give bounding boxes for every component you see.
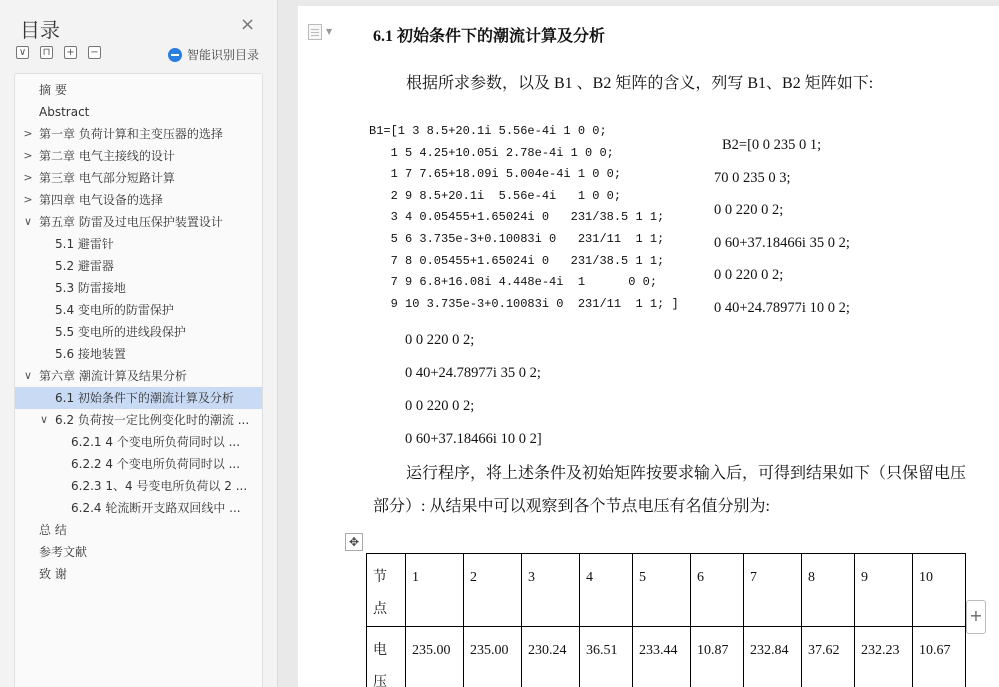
voltage-value-cell: 36.51 [580,627,633,687]
b2-line: B2=[0 0 235 0 1; [722,137,822,153]
voltage-row [367,627,966,687]
toc-item-label: 第五章 防雷及过电压保护装置设计 [39,215,223,229]
expand-button[interactable]: + [64,46,77,59]
smart-recognize-icon [168,48,182,62]
toc-item[interactable] [15,387,262,409]
toc-item[interactable] [15,453,262,475]
b2-cont-line: 0 0 220 0 2; [405,398,475,414]
chevron-down-icon[interactable]: ∨ [23,369,33,382]
toc-item-label: 6.2.1 4 个变电所负荷同时以 ... [71,435,241,449]
toc-item[interactable] [15,475,262,497]
document-area[interactable] [278,0,999,687]
toc-item[interactable] [15,123,262,145]
node-number-cell: 4 [580,554,633,627]
toc-item[interactable] [15,431,262,453]
add-column-button[interactable]: + [966,600,986,634]
b1-line: 9 10 3.735e-3+0.10083i 0 231/11 1 1; ] [369,296,679,311]
voltage-value-cell: 233.44 [633,627,691,687]
node-header-char1: 节 [373,570,387,585]
b2-line: 0 0 220 0 2; [714,202,784,219]
toc-item-label: 5.4 变电所的防雷保护 [55,303,174,317]
node-number-cell: 5 [633,554,691,627]
node-voltage-table [366,553,966,687]
toc-item-label: 6.2 负荷按一定比例变化时的潮流 ... [55,413,250,427]
node-number-cell: 9 [855,554,913,627]
toc-item-label: 总 结 [39,523,67,537]
b2-line: 70 0 235 0 3; [714,169,791,186]
smart-recognize-label: 智能识别目录 [187,48,260,62]
node-number-cell: 6 [691,554,744,627]
b2-line: 0 60+37.18466i 35 0 2; [714,234,850,251]
voltage-value-cell: 232.23 [855,627,913,687]
toc-list [14,73,263,687]
chevron-right-icon[interactable]: > [23,127,33,140]
toc-panel [0,0,278,687]
result-paragraph-line2: 部分）: 从结果中可以观察到各个节点电压有名值分别为: [373,498,770,515]
b1-line: 1 7 7.65+18.09i 5.004e-4i 1 0 0; [369,167,622,182]
toc-item-label: 第三章 电气部分短路计算 [39,171,175,185]
node-number-cell: 2 [464,554,522,627]
voltage-value-cell: 10.67 [913,627,966,687]
chevron-down-icon[interactable]: ∨ [23,215,33,228]
toc-item[interactable] [15,189,262,211]
toc-item[interactable] [15,497,262,519]
b1-line: 7 9 6.8+16.08i 4.448e-4i 1 0 0; [369,275,658,290]
voltage-header-char1: 电 [373,643,387,658]
toc-item[interactable] [15,79,262,101]
toc-title: 目录 [20,18,60,42]
toc-item-label: Abstract [39,105,90,119]
voltage-value-cell: 10.87 [691,627,744,687]
smart-recognize-toc-button[interactable] [168,46,259,63]
toc-item-label: 第二章 电气主接线的设计 [39,149,175,163]
node-number-cell: 3 [522,554,580,627]
chevron-down-icon[interactable]: ▼ [326,27,333,36]
document-icon[interactable] [308,24,322,40]
node-number-cell: 10 [913,554,966,627]
toc-item-label: 参考文献 [39,545,88,559]
toc-item-label: 摘 要 [39,83,67,97]
b2-line: 0 40+24.78977i 10 0 2; [714,300,850,316]
node-header-cell [367,554,406,627]
voltage-value-cell: 235.00 [406,627,464,687]
toc-item[interactable] [15,321,262,343]
b1-line: 3 4 0.05455+1.65024i 0 231/38.5 1 1; [369,210,665,225]
collapse-all-button[interactable]: ∨ [16,46,29,59]
toc-item[interactable] [15,167,262,189]
chevron-right-icon[interactable]: > [23,171,33,184]
toc-item[interactable] [15,299,262,321]
b1-line: B1=[1 3 8.5+20.1i 5.56e-4i 1 0 0; [369,124,607,138]
voltage-value-cell: 37.62 [802,627,855,687]
b1-line: 5 6 3.735e-3+0.10083i 0 231/11 1 1; [369,232,665,246]
toc-item[interactable] [15,563,262,585]
b2-line: 0 0 220 0 2; [714,267,784,284]
toc-item[interactable] [15,365,262,387]
toc-item-label: 5.3 防雷接地 [55,281,126,295]
toc-item[interactable] [15,211,262,233]
chevron-right-icon[interactable]: > [23,193,33,206]
chevron-down-icon[interactable]: ∨ [39,413,49,426]
toc-item-label: 6.1 初始条件下的潮流计算及分析 [55,391,234,405]
node-number-cell: 8 [802,554,855,627]
toc-item[interactable] [15,277,262,299]
toc-item-label: 6.2.3 1、4 号变电所负荷以 2 ... [71,479,248,493]
b2-cont-line: 0 40+24.78977i 35 0 2; [405,365,541,381]
toc-item[interactable] [15,343,262,365]
voltage-value-cell: 235.00 [464,627,522,687]
toc-item[interactable] [15,101,262,123]
toc-item[interactable] [15,145,262,167]
toc-item-label: 6.2.2 4 个变电所负荷同时以 ... [71,457,241,471]
voltage-header-char2: 压 [373,675,387,687]
voltage-header-cell [367,627,406,687]
collapse-button[interactable]: − [88,46,101,59]
intro-paragraph: 根据所求参数，以及 B1 、B2 矩阵的含义，列写 B1、B2 矩阵如下: [406,75,874,92]
b2-cont-line: 0 60+37.18466i 10 0 2] [405,431,542,447]
toc-item-label: 5.2 避雷器 [55,259,114,273]
node-number-cell: 1 [406,554,464,627]
toc-item-label: 第六章 潮流计算及结果分析 [39,369,187,383]
node-number-cell: 7 [744,554,802,627]
toc-item-label: 致 谢 [39,567,67,581]
toc-item-label: 5.1 避雷针 [55,237,114,251]
node-header-char2: 点 [373,602,387,617]
result-paragraph-line1: 运行程序，将上述条件及初始矩阵按要求输入后，可得到结果如下（只保留电压 [406,465,967,482]
toc-item[interactable] [15,409,262,431]
node-row [367,554,966,627]
toc-item-label: 5.6 接地装置 [55,347,126,361]
toc-item-label: 6.2.4 轮流断开支路双回线中 ... [71,501,241,515]
toc-item[interactable] [15,519,262,541]
b1-line: 7 8 0.05455+1.65024i 0 231/38.5 1 1; [369,253,665,268]
voltage-value-cell: 232.84 [744,627,802,687]
chevron-right-icon[interactable]: > [23,149,33,162]
toc-item[interactable] [15,541,262,563]
voltage-value-cell: 230.24 [522,627,580,687]
toc-item-label: 5.5 变电所的进线段保护 [55,325,186,339]
toc-item[interactable] [15,233,262,255]
b1-line: 1 5 4.25+10.05i 2.78e-4i 1 0 0; [369,145,614,160]
b2-cont-line: 0 0 220 0 2; [405,332,475,348]
toc-item-label: 第一章 负荷计算和主变压器的选择 [39,127,223,141]
toc-item-label: 第四章 电气设备的选择 [39,193,163,207]
section-heading: 6.1 初始条件下的潮流计算及分析 [373,28,606,45]
table-move-handle-icon[interactable]: ✥ [345,533,363,551]
document-page[interactable] [298,6,999,687]
toc-item[interactable] [15,255,262,277]
expand-level-button[interactable]: ⊓ [40,46,53,59]
close-icon[interactable]: × [240,14,256,35]
b1-line: 2 9 8.5+20.1i 5.56e-4i 1 0 0; [369,188,622,203]
